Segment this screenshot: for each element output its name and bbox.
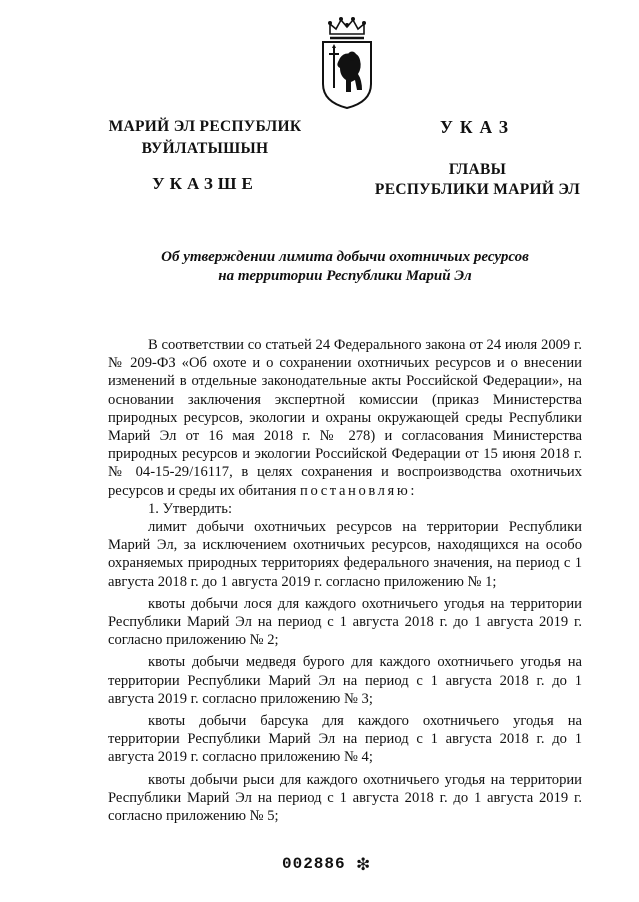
quota-lynx-paragraph: квоты добычи рыси для каждого охотничьего угодья на территории Республики Марий Эл на период с 1 августа 2018 г. до 1 августа 2019 г. согласно приложению № 5; (108, 771, 582, 825)
decree-word: постановляю: (300, 482, 417, 499)
issuer-header-russian (370, 116, 585, 200)
issuer-header-mari (100, 116, 310, 194)
quota-badger-paragraph: квоты добычи барсука для каждого охотничьего угодья на территории Республики Марий Эл на период с 1 августа 2018 г. до 1 августа 2019 г. согласно приложению № 4; (108, 713, 582, 766)
issuer-title-line-1: ГЛАВЫ (448, 161, 507, 178)
doc-type-russian: УКАЗ (440, 117, 515, 137)
mari-el-coat-of-arms-icon (318, 14, 376, 110)
decorative-mark: ❇ (356, 855, 371, 874)
limit-paragraph: лимит добычи охотничьих ресурсов на территории Республики Марий Эл, за исключением охотничьих ресурсов, находящихся на особо охраняемых природных территориях федерального значения, на период с 1 августа 2018 г. до 1 августа 2019 г. согласно приложению № 1; (108, 519, 582, 590)
issuer-line-2: ВУЙЛАТЫШЫН (141, 140, 269, 157)
document-body (108, 336, 582, 825)
issuer-title-line-2: РЕСПУБЛИКИ МАРИЙ ЭЛ (374, 181, 581, 198)
issuer-line-1: МАРИЙ ЭЛ РЕСПУБЛИК (108, 118, 302, 135)
title-line-1: Об утверждении лимита добычи охотничьих ресурсов (161, 249, 529, 265)
quota-bear-paragraph: квоты добычи медведя бурого для каждого охотничьего угодья на территории Республики Марий Эл на период с 1 августа 2018 г. до 1 августа 2019 г. согласно приложению № 3; (108, 654, 582, 707)
item-1-heading: 1. Утвердить: (148, 500, 233, 517)
document-title (100, 248, 590, 286)
quota-moose-paragraph: квоты добычи лося для каждого охотничьего угодья на территории Республики Марий Эл на период с 1 августа 2018 г. до 1 августа 2019 г. согласно приложению № 2; (108, 595, 582, 649)
preamble-paragraph (108, 336, 582, 500)
preamble-text: В соответствии со статьей 24 Федерального закона от 24 июля 2009 г. № 209-ФЗ «Об охоте и о сохранении охотничьих ресурсов и о внесении изменений в отдельные законодательные акты Российской Федерации», на основании заключения экспертной комиссии (приказ Министерства природных ресурсов, экологии и охраны окружающей среды Республики Марий Эл от 16 мая 2018 г. № 278) и согласования Министерства природных ресурсов и экологии Российской Федерации от 15 июня 2018 г. № 04-15-29/16117, в целях сохранения и воспроизводства охотничьих ресурсов и среды их обитания (108, 337, 582, 499)
serial-number: 002886 (282, 855, 346, 873)
title-line-2: на территории Республики Марий Эл (218, 268, 472, 284)
doc-type-mari: УКАЗШЕ (152, 174, 258, 193)
